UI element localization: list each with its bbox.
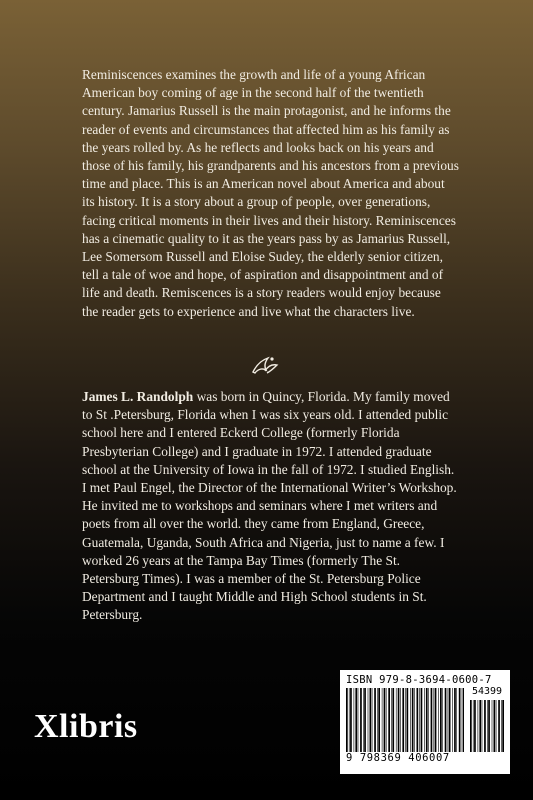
publisher-logo: Xlibris (34, 708, 138, 745)
barcode-addon-number: 54399 (471, 686, 503, 697)
barcode-addon-bars (470, 700, 504, 752)
barcode-bars (346, 688, 464, 752)
book-description: Reminiscences examines the growth and life of a young African American boy coming of age in the second half of the twentieth century. Jamarius Russell is the main protagonist, and he informs the reader of events and circumstances that affected him as his family as the years rolled by. As he reflects and looks back on his years and those of his family, his grandparents and his ancestors from a previous time and place. This is an American novel about America and about its history. It is a story about a group of people, over generations, facing critical moments in their lives and their history. Reminiscences has a cinematic quality to it as the years pass by as Jamarius Russell, Lee Somersom Russell and Eloise Sudey, the elderly senior citizen, tell a tale of woe and hope, of aspiration and disappointment and of life and death. Remiscences is a story readers would enjoy because the reader gets to experience and live what the characters live. (82, 67, 459, 319)
barcode-number: 9 798369 406007 (346, 752, 450, 764)
fleuron-icon (250, 354, 280, 376)
author-name: James L. Randolph (82, 389, 194, 404)
author-bio (82, 388, 460, 625)
isbn-barcode (340, 670, 510, 774)
author-bio-text: was born in Quincy, Florida. My family moved to St .Petersburg, Florida when I was six years old. I attended public school here and I entered Eckerd College (formerly Florida Presbyterian College) and I graduate in 1972. I attended graduate school at the University of Iowa in the fall of 1972. I studied English. I met Paul Engel, the Director of the International Writer’s Workshop. He invited me to workshops and seminars where I met writers and poets from all over the world. they came from England, Greece, Guatemala, Uganda, South Africa and Nigeria, just to name a few. I worked 26 years at the Tampa Bay Times (formerly The St. Petersburg Times). I was a member of the St. Petersburg Police Department and I taught Middle and High School students in St. Petersburg. (82, 389, 457, 623)
isbn-label: ISBN 979-8-3694-0600-7 (346, 674, 492, 686)
